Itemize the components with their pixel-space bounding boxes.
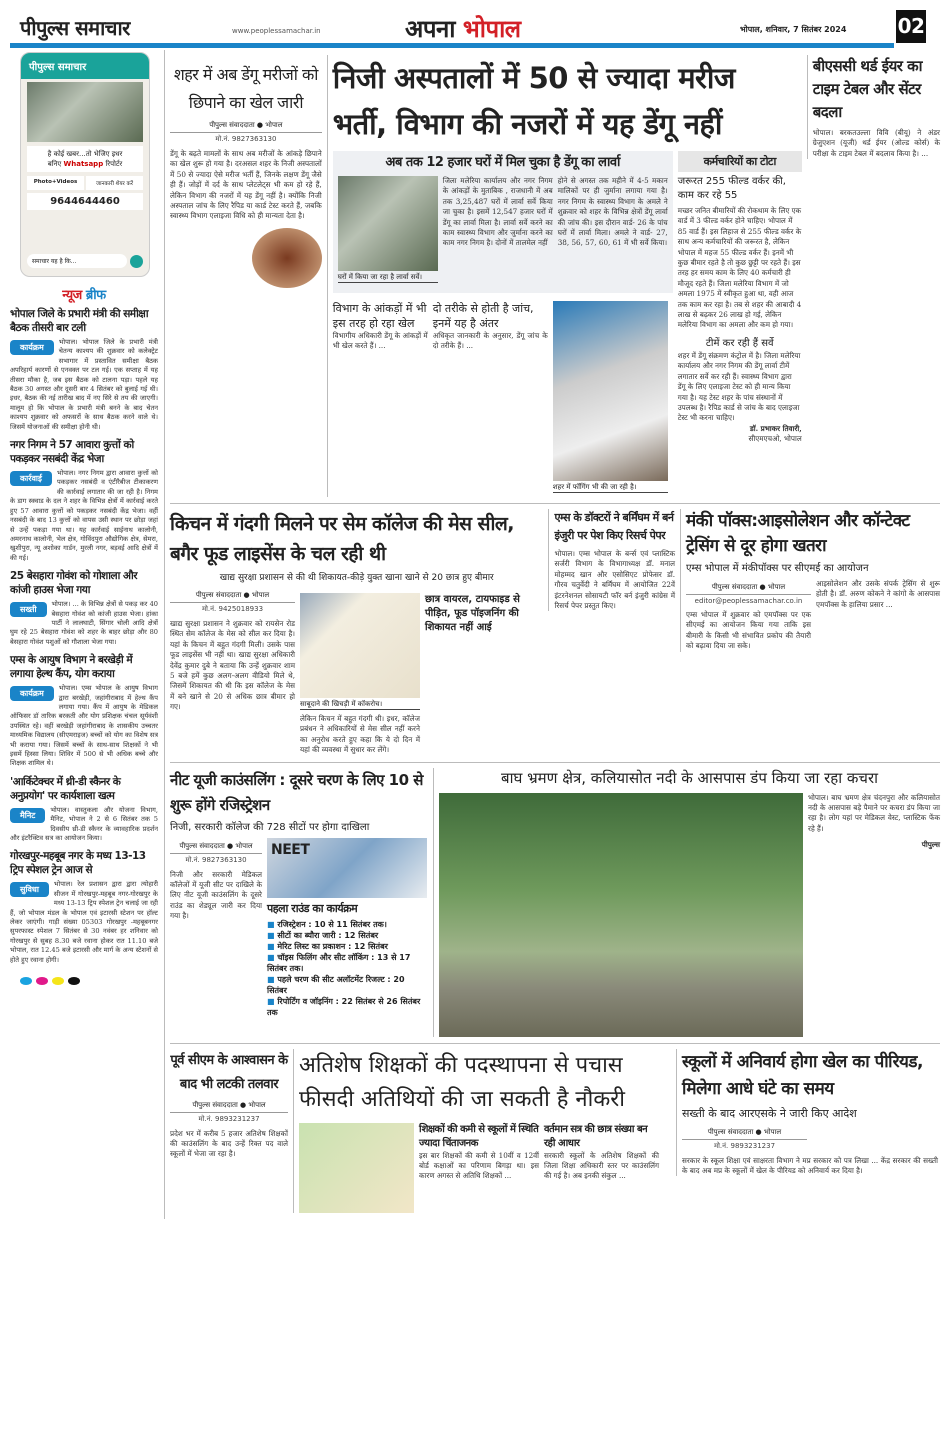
promo-photo <box>27 82 143 142</box>
larva-box <box>333 151 673 293</box>
article-body: एम्स भोपाल में शुक्रवार को एमपॉक्स पर एक सीएमई का आयोजन किया गया ताकि इस बीमारी के किसी भी संभावित प्रकोप की तैयारी को बढ़ावा दिया जा सके। <box>686 610 811 651</box>
mpox-headline: मंकी पॉक्स:आइसोलेशन और कॉन्टेक्ट ट्रेसिंग से दूर होगा खतरा <box>686 511 910 556</box>
brief-tag: सख्ती <box>10 602 47 617</box>
larva-col1: जिला मलेरिया कार्यालय और नगर निगम के आंकड़ों के मुताबिक , राजधानी में अब तक 3,25,487 घरों में लार्वा सर्वे किया जा चुका है। इसमें 12,547 हजार घरों में डेंगू का लार्वा मिला है। लार्वा सर्वे करने का काम स्वास्थ्य विभाग और जुर्माना करने का काम नगर निगम है। दोनों में तालमेल नहीं <box>442 176 553 248</box>
schedule-item: ■ सीटों का ब्यौरा जारी : 12 सितंबर <box>267 930 427 941</box>
photo-caption: साबूदाने की खिचड़ी में कॉकरोच। <box>300 700 420 710</box>
brief-body: कार्यक्रम भोपाल। भोपाल जिले के प्रभारी मंत्री चेतन्य काश्यप की शुक्रवार को कलेक्ट्रेट सभागार में प्रस्तावित समीक्षा बैठक अपरिहार्य कारणों से एनवक्त पर टल गई। एक सप्ताह में यह तीसरा मौका है, जब इस बैठक को टालना पड़ा। पहले यह बैठक 30 अगस्त और दूसरी बार 4 सितंबर को बुलाई गई थी। इधर, बैठक की नई तारीख बाद में नए सिरे से तय की जाएगी। मालूम हो कि भोपाल के प्रभारी मंत्री बनने के बाद चेतन काश्यप शुक्रवार को अफसरों के साथ बैठक करने वाले थे। जिसमें योजनाओं की समीक्षा होनी थी। <box>10 338 158 431</box>
dateline: भोपाल, शनिवार, 7 सितंबर 2024 <box>740 25 847 34</box>
section-title <box>405 12 521 45</box>
brief-tag: सुविधा <box>10 882 49 897</box>
photo-videos-button[interactable]: Photo+Videos <box>27 176 84 190</box>
website-url[interactable]: www.peoplessamachar.in <box>232 27 321 35</box>
subhead: छात्र वायरल, टायफाइड से पीड़ित, फूड पॉइजनिंग की शिकायत नहीं आई <box>425 594 520 633</box>
neet-label: NEET <box>271 841 310 858</box>
promo-line2: बनिए Whatsapp रिपोर्टर <box>47 160 123 168</box>
photo-caption: शहर में फॉगिंग भी की जा रही है। <box>553 483 668 493</box>
photo-credit: पीपुल्स <box>921 840 940 850</box>
bsc-headline: बीएससी थर्ड ईयर का टाइम टेबल और सेंटर बदला <box>812 57 923 121</box>
news-brief <box>10 285 158 971</box>
photo-caption: घरों में किया जा रहा है लार्वा सर्वे। <box>338 273 438 283</box>
brief-item <box>10 569 158 647</box>
article-body: सरकारी स्कूलों के अतिशेष शिक्षकों की जिला शिक्षा अधिकारी स्तर पर काउंसलिंग की गई है। अब इनकी संकुल ... <box>544 1150 659 1181</box>
brief-tag: मैनिट <box>10 808 45 823</box>
article-body: भोपाल। एम्स भोपाल के बर्न्स एवं प्लास्टिक सर्जरी विभाग के विभागाध्यक्ष डॉ. मनाल मोहम्मद खान और एसोसिएट प्रोफेसर डॉ. गौरव चतुर्वेदी ने बर्मिंघम में आयोजित 22वें इंटरनेशनल सोसायटी फॉर बर्न इंजुरी कांग्रेस में रिसर्च पेपर प्रस्तुत किए। <box>554 549 675 611</box>
brief-headline: 'आर्किटेक्चर में थ्री-डी स्कैनर के अनुप्रयोग' पर कार्यशाला खत्म <box>10 775 121 802</box>
brief-headline: गोरखपुर-महबूब नगर के मध्य 13-13 ट्रिप स्पेशल ट्रेन आज से <box>10 850 146 877</box>
larva-col2: होने से अगस्त तक महीने में 4-5 मकान मालिकों पर ही जुर्माना लगाया गया है। नगर निगम के स्वास्थ्य विभाग के अमले ने शुक्रवार को शहर के विभिन्न क्षेत्रों डेंगू लार्वा की जांच की। इस दौरान वार्ड- 26 के पांच घरों में लार्वा मिला। अमले ने वार्ड- 27, 38, 56, 57, 60, 61 में भी सर्वे किया। <box>557 176 668 248</box>
print-registration-marks <box>20 977 158 985</box>
subhead: वर्तमान सत्र की छात्र संख्या बन रही आधार <box>544 1123 648 1149</box>
byline: पीपुल्स संवाददाता ● भोपाल <box>170 842 262 854</box>
schedule-item: ■ पहले चरण की सीट अलॉटमेंट रिजल्ट : 20 सितंबर <box>267 974 427 996</box>
mobile-number: मो.नं. 9827363130 <box>215 135 277 143</box>
larva-photo <box>338 176 438 271</box>
section-title-a: अपना <box>405 15 456 43</box>
byline: पीपुल्स संवाददाता ● भोपाल <box>170 591 295 603</box>
whatsapp-promo <box>20 52 150 277</box>
whatsapp-number[interactable]: 9644644460 <box>27 193 143 210</box>
promo-line1: है कोई खबर...तो भेजिए इधर <box>47 150 123 158</box>
schedule-list <box>267 919 427 1018</box>
article-body: अधिकृत जानकारी के अनुसार, डेंगू जांच के दो तरीके हैं। ... <box>432 331 548 351</box>
article-body: खाद्य सुरक्षा प्रशासन ने शुक्रवार को रायसेन रोड स्थित सेम कॉलेज के मेस को सील कर दिया है। यहां के किचन में बहुत गंदगी मिली। उसके पास फूड लाइसेंस भी नहीं था। खाद्य सुरक्षा अधिकारी देवेंद्र कुमार दुबे ने बताया कि उन्हें शुक्रवार शाम 5 बजे हमें कुछ अलग-अलग वीडियो मिले थे, जिसमें शिकायत की थी कि इस कॉलेज के मेस में बने खाने से 20 से अधिक छात्र बीमार हो गए। <box>170 619 295 712</box>
brief-body: सख्ती भोपाल। ... के विभिन्न क्षेत्रों से पकड़ कर 40 बेसहारा गोवंश को कांजी हाउस भेजा। हांका पार्टी ने लालघाटी, सिंगार चोली आदि क्षेत्रों घुम रहे 25 बेसहारा गोवंश को शहर के बाहर छोड़ा और 80 बेसहारा गोवंश पशुओं को गौशाला भेजा गया। <box>10 600 158 646</box>
cockroach-food-photo <box>300 593 420 698</box>
masthead <box>0 0 945 50</box>
subhead: विभाग के आंकड़ों में भी इस तरह हो रहा खेल <box>332 302 427 330</box>
article-body: विभागीय अधिकारी डेंगू के आंकड़ों में भी खेल करते हैं। ... <box>332 331 428 351</box>
quote-body: शहर में डेंगू संक्रमण कंट्रोल में है। जिला मलेरिया कार्यालय और नगर निगम की डेंगू लार्वा टीमें लगातार सर्वे कर रही हैं। स्वास्थ्य विभाग द्वारा डेंगू के लिए एलाइजा टेस्ट को ही मान्य किया गया है। यह टेस्ट शहर के पांच संस्थानों में उपलब्ध है। रैपिड कार्ड से जांच के बाद एलाइजा टेस्ट भी करना चाहिए। <box>677 350 801 423</box>
deck: सख्ती के बाद आरएसके ने जारी किए आदेश <box>682 1106 857 1120</box>
garbage-dump-photo <box>439 793 803 1037</box>
brief-body: कार्यक्रम भोपाल। एम्स भोपाल के आयुष विभाग द्वारा बरखेड़ी, जहांगीराबाद में हेल्थ कैंप लगाया गया। कैंप में आयुष के मेडिकल ऑफिसर डॉ तारिक बरकती और योग प्रशिक्षक चंचल सूर्यवंशी उपस्थित रहे। वहीं बरखेड़ी जहांगीराबाद के शासकीय उच्चतर माध्यमिक विद्यालय (सीएमराइज) बच्चों को योग का विशेष सत्र भी कराया गया। जिसमें बच्चों के साथ-साथ शिक्षकों ने भी इसमें हिस्सा लिया। शिविर में 500 से भी अधिक बच्चे और शिक्षक शामिल थे। <box>10 684 158 768</box>
article-body: भोपाल। बरकतउल्ला विवि (बीयू) ने अंडर ग्रेजुएशन (यूजी) थर्ड ईयर (ओल्ड कोर्स) के परीक्षा के टाइम टेबल में बदलाव किया है। ... <box>812 128 940 158</box>
article-body: सरकार के स्कूल शिक्षा एवं साक्षरता विभाग ने मप्र सरकार को पत्र लिखा ... केंद्र सरकार की सख्ती के बाद अब मप्र के स्कूलों में खेल के पीरियड को अनिवार्य कर दिया है। <box>682 1155 938 1176</box>
news-brief-title: न्यूज ब्रीफ <box>62 288 106 303</box>
mobile-number: मो.नं. 9425018933 <box>201 605 264 613</box>
neet-headline: नीट यूजी काउंसलिंग : दूसरे चरण के लिए 10 से शुरू होंगे रजिस्ट्रेशन <box>170 770 423 814</box>
article-body: निजी और सरकारी मेडिकल कॉलेजों में यूजी सीट पर दाखिले के लिए नीट यूजी काउंसलिंग के दूसरे राउंड का शेड्यूल जारी कर दिया गया है। <box>170 869 262 921</box>
article-body: इस बार शिक्षकों की कमी से 10वीं व 12वीं बोर्ड कक्षाओं का परिणाम बिगड़ा था। इस कारण अगस्त से अतिथि शिक्षकों ... <box>419 1150 539 1181</box>
article-body: लेकिन किचन में बहुत गंदगी थी। इधर, कॉलेज प्रबंधन ने अधिकारियों से मेस सील नहीं करने का अनुरोध करते हुए कहा कि ये दो दिन में यहां की व्यवस्था में सुधार कर लेंगे। <box>300 714 420 755</box>
dengue-kicker: शहर में अब डेंगू मरीजों को छिपाने का खेल जारी <box>173 65 318 112</box>
brief-headline: नगर निगम ने 57 आवारा कुत्तों को पकड़कर नसबंदी केंद्र भेजा <box>10 439 134 466</box>
schedule-title: पहला राउंड का कार्यक्रम <box>267 901 358 915</box>
mic-icon[interactable] <box>130 255 143 268</box>
quote-author: डॉ. प्रभाकर तिवारी, <box>749 423 802 433</box>
mobile-number: मो.नं. 9893231237 <box>713 1141 776 1150</box>
brief-item <box>10 653 158 769</box>
mosquito-photo <box>252 228 322 288</box>
byline: पीपुल्स संवाददाता ● भोपाल <box>686 583 811 595</box>
brief-headline: एम्स के आयुष विभाग ने बरखेड़ी में लगाया हेल्थ कैंप, योग कराया <box>10 654 133 681</box>
subhead: दो तरीके से होती है जांच, इनमें यह है अंतर <box>432 302 534 330</box>
brief-tag: कार्यक्रम <box>10 340 54 355</box>
byline: पीपुल्स संवाददाता ● भोपाल <box>170 1101 288 1113</box>
brief-body: कार्रवाई भोपाल। नगर निगम द्वारा आवारा कुत्तों को पकड़कर नसबंदी व एंटीरैबीज टीकाकरण की कार्रवाई लगातार की जा रही है। निगम के डाग स्क्वाड के दल ने शहर के विभिन्न क्षेत्रों में कार्रवाई करते हुए 57 आवारा कुत्तों को पकड़कर नसबंदी केंद्र भेजा। वहीं नसबंदी के बाद 13 कुत्तों को वापस उसी स्थान पर छोड़ा जहां से उन्हें पकड़ा गया था। यह कार्रवाई साईनाथ कालोनी, अमरनाथ कालोनी, भेल क्षेत्र, गोविंदपुरा औद्योगिक क्षेत्र, सेमरा, खुशीपुरा, न्यू अशोका गार्डन, मुरली नगर, बड़वई आदि क्षेत्रों में की गई। <box>10 469 158 562</box>
fogging-photo <box>553 301 668 481</box>
page-number: 02 <box>896 10 926 43</box>
neet-photo <box>267 838 427 898</box>
deck: एम्स भोपाल में मंकीपॉक्स पर सीएमई का आयोजन <box>686 563 869 574</box>
mobile-number: मो.नं. 9827363130 <box>185 855 247 864</box>
deck: निजी, सरकारी कॉलेज की 728 सीटों पर होगा दाखिला <box>170 821 370 833</box>
subhead: शिक्षकों की कमी से स्कूलों में स्थिति ज्यादा चिंताजनक <box>419 1123 539 1149</box>
brief-body: मैनिट भोपाल। वास्तुकला और योजना विभाग, मैनिट, भोपाल ने 2 से 6 सितंबर तक 5 दिवसीय थ्री-डी स्कैनर के व्यावहारिक प्रदर्शन और इंटरैक्टिव सत्र का आयोजन किया। <box>10 805 158 843</box>
schedule-item: ■ रिपोर्टिंग व जॉइनिंग : 22 सितंबर से 26 सितंबर तक <box>267 996 427 1018</box>
quote-author-title: सीएमएचओ, भोपाल <box>748 434 802 444</box>
staff-title: कर्मचारियों का टोटा <box>678 151 802 172</box>
bagh-headline: बाघ भ्रमण क्षेत्र, कलियासोत नदी के आसपास डंप किया जा रहा कचरा <box>501 768 878 787</box>
subhead: टीमें कर रही हैं सर्वे <box>705 337 774 349</box>
byline: पीपुल्स संवाददाता ● भोपाल <box>170 121 322 133</box>
brief-item <box>10 849 158 965</box>
schedule-item: ■ मेरिट लिस्ट का प्रकाशन : 12 सितंबर <box>267 941 427 952</box>
whatsapp-logo: पीपुल्स समाचार <box>21 53 149 79</box>
brief-headline: भोपाल जिले के प्रभारी मंत्री की समीक्षा बैठक तीसरी बार टली <box>10 308 149 334</box>
brief-tag: कार्यक्रम <box>10 686 54 701</box>
newspaper-logo: पीपुल्स समाचार <box>20 16 130 40</box>
section-title-b: भोपाल <box>462 15 521 43</box>
aiims-headline: एम्स के डॉक्टरों ने बर्मिंघम में बर्न इंजुरी पर पेश किए रिसर्च पेपर <box>554 511 674 542</box>
schedule-item: ■ चॉइस फिलिंग और सीट लॉकिंग : 13 से 17 सितंबर तक। <box>267 952 427 974</box>
brief-item <box>10 775 158 844</box>
guest-kicker: पूर्व सीएम के आश्वासन के बाद भी लटकी तलवार <box>170 1052 288 1092</box>
email-link[interactable]: editor@peoplessamachar.co.in <box>694 597 803 605</box>
guest-headline: अतिशेष शिक्षकों की पदस्थापना से पचास फीसदी अतिथियों की जा सकती है नौकरी <box>299 1052 625 1112</box>
brief-item <box>10 307 158 432</box>
brief-body: सुविधा भोपाल। रेल प्रशासन द्वारा द्वारा त्योहारी सीजन में गोरखपुर-महबूब नगर-गोरखपुर के मध्य 13-13 ट्रिप स्पेशल ट्रेन चलाई जा रही हैं, जो भोपाल मंडल के भोपाल एवं इटारसी स्टेशन पर हॉल्ट लेकर जाएंगी। गाड़ी संख्या 05303 गोरखपुर -महबूबनगर सुपरफास्ट स्पेशल 7 सितंबर से 30 नवंबर हर शनिवार को गोरखपुर से सुबह 8.30 बजे रवाना होकर रात 11.10 बजे भोपाल, रात 12.45 बजे इटारसी और मार्ग के अन्य स्टेशनों से होते हुए रवाना होगी। <box>10 880 158 964</box>
brief-item <box>10 438 158 563</box>
teacher-cartoon <box>299 1123 414 1213</box>
message-input[interactable]: समाचार यह है कि... <box>27 254 127 268</box>
schedule-item: ■ रजिस्ट्रेशन : 10 से 11 सितंबर तक। <box>267 919 427 930</box>
article-body: भोपाल। बाघ भ्रमण क्षेत्र चंदनपुरा और कलियासोत नदी के आसपास बड़े पैमाने पर कचरा डंप किया जा रहा है। लोग यहां पर मेडिकल वेस्ट, प्लास्टिक फेंक रहे हैं। <box>808 792 940 833</box>
share-info-button[interactable]: जानकारी शेयर करें <box>86 176 143 190</box>
article-body: डेंगू के बढ़ते मामलों के साथ अब मरीजों के आंकड़े छिपाने का खेल शुरू हो गया है। दरअसल शहर के निजी अस्पतालों में 50 से ज्यादा ऐसे मरीज भर्ती हैं, जिनके लक्षण डेंगू जैसे ही हैं। जोड़ों में दर्द के साथ प्लेटलेट्स भी कम हो रहे हैं, लेकिन विभाग की नजरों में यह डेंगू नहीं है। क्योंकि निजी अस्पताल जांच के लिए रैपिड या कार्ड टेस्ट करते हैं, जबकि स्वास्थ्य विभाग एलाइजा विधि को ही मान्यता देता है। <box>170 149 322 221</box>
subhead: जरूरत 255 फील्ड वर्कर की, काम कर रहे 55 <box>677 176 786 201</box>
kitchen-headline: किचन में गंदगी मिलने पर सेम कॉलेज की मेस सील, बगैर फूड लाइसेंस के चल रही थी <box>170 513 514 565</box>
larva-title: अब तक 12 हजार घरों में मिल चुका है डेंगू का लार्वा <box>385 155 620 170</box>
masthead-rule <box>10 43 894 48</box>
article-body: आइसोलेशन और उसके संपर्क ट्रेसिंग से शुरू होती है। डॉ. अरुण कोकने ने कांगो के आसपास एमपॉक्स के हालिया प्रसार ... <box>816 579 940 609</box>
brief-headline: 25 बेसहारा गोवंश को गोशाला और कांजी हाउस भेजा गया <box>10 570 138 597</box>
byline: पीपुल्स संवाददाता ● भोपाल <box>682 1128 807 1140</box>
dengue-headline: निजी अस्पतालों में 50 से ज्यादा मरीज भर्ती, विभाग की नजरों में यह डेंगू नहीं <box>332 61 735 141</box>
sports-headline: स्कूलों में अनिवार्य होगा खेल का पीरियड, मिलेगा आधे घंटे का समय <box>682 1051 923 1099</box>
deck: खाद्य सुरक्षा प्रशासन से की थी शिकायत-कीड़े युक्त खाना खाने से 20 छात्र हुए बीमार <box>219 573 494 583</box>
article-body: प्रदेश भर में करीब 5 हजार अतिशेष शिक्षकों की काउंसलिंग के बाद उन्हें रिक्त पद वाले स्कूलों में भेजा जा रहा है। <box>170 1128 288 1159</box>
mobile-number: मो.नं. 9893231237 <box>198 1114 260 1123</box>
brief-tag: कार्रवाई <box>10 471 52 486</box>
article-body: मच्छर जनित बीमारियों की रोकथाम के लिए एक वार्ड में 3 फील्ड वर्कर होने चाहिए। भोपाल में 85 वार्ड हैं। इस लिहाज से 255 फील्ड वर्कर के साथ अन्य कर्मचारियों की जरूरत है, लेकिन भोपाल में महज 55 फील्ड वर्कर हैं। इनमें भी कुछ बीमार रहते है तो कुछ छुट्टी पर रहते हैं। इस तरह हर समय काम के लिए 40 कर्मचारी ही मौजूद रहते हैं। जिला मलेरिया विभाग में जो अमला 1975 में स्वीकृत हुआ था, वही आज तक काम कर रहा है। तब से शहर की आबादी 4 लाख से बढ़कर 26 लाख हो गई, लेकिन मलेरिया विभाग का अमला और कम हो गया। <box>677 206 802 330</box>
